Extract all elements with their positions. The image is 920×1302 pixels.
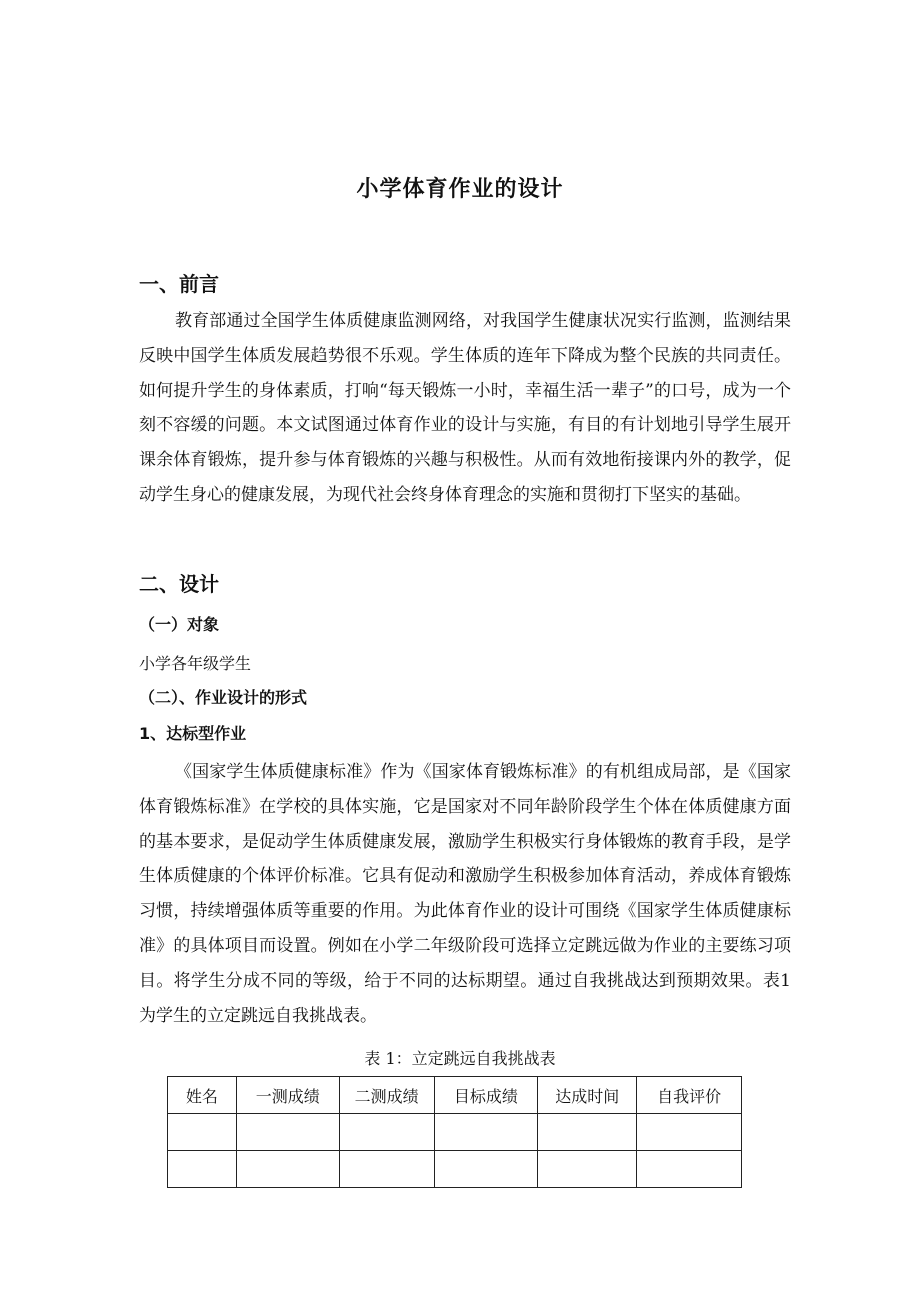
table-cell xyxy=(538,1114,637,1151)
table-cell xyxy=(637,1151,742,1188)
challenge-table xyxy=(167,1076,742,1188)
table-caption: 表 1：立定跳远自我挑战表 xyxy=(364,1049,556,1068)
table-row xyxy=(168,1114,742,1151)
header-second-test: 二测成绩 xyxy=(339,1077,434,1114)
section-heading-preface: 一、前言 xyxy=(139,272,219,296)
table-cell xyxy=(168,1151,237,1188)
subsection-heading-forms: （二）、作业设计的形式 xyxy=(139,688,308,707)
table-cell xyxy=(637,1114,742,1151)
header-self-evaluation: 自我评价 xyxy=(637,1077,742,1114)
standard-paragraph: 《国家学生体质健康标准》作为《国家体育锻炼标准》的有机组成局部，是《国家体育锻炼标准》在学校的具体实施，它是国家对不同年龄阶段学生个体在体质健康方面的基本要求，是促动学生体质健康发展，激励学生积极实行身体锻炼的教育手段，是学生体质健康的个体评价标准。它具有促动和激励学生积极参加体育活动，养成体育锻炼习惯，持续增强体质等重要的作用。为此体育作业的设计可围绕《国家学生体质健康标准》的具体项目而设置。例如在小学二年级阶段可选择立定跳远做为作业的主要练习项目。将学生分成不同的等级，给于不同的达标期望。通过自我挑战达到预期效果。表1为学生的立定跳远自我挑战表。 xyxy=(139,762,791,1026)
subsection-heading-target: （一）对象 xyxy=(139,615,220,634)
table-cell xyxy=(538,1151,637,1188)
table-cell xyxy=(434,1151,538,1188)
target-text: 小学各年级学生 xyxy=(139,654,252,673)
table-row xyxy=(168,1151,742,1188)
page-title: 小学体育作业的设计 xyxy=(356,177,564,202)
header-target-score: 目标成绩 xyxy=(434,1077,538,1114)
header-achieved-time: 达成时间 xyxy=(538,1077,637,1114)
header-name: 姓名 xyxy=(168,1077,237,1114)
table-cell xyxy=(339,1151,434,1188)
table-cell xyxy=(434,1114,538,1151)
table-cell xyxy=(168,1114,237,1151)
table-header-row xyxy=(168,1077,742,1114)
table-cell xyxy=(236,1114,339,1151)
table-cell xyxy=(339,1114,434,1151)
header-first-test: 一测成绩 xyxy=(236,1077,339,1114)
section-heading-design: 二、设计 xyxy=(139,572,219,596)
item-heading-standard: 1、达标型作业 xyxy=(139,724,247,743)
table-cell xyxy=(236,1151,339,1188)
preface-paragraph: 教育部通过全国学生体质健康监测网络，对我国学生健康状况实行监测，监测结果反映中国学生体质发展趋势很不乐观。学生体质的连年下降成为整个民族的共同责任。如何提升学生的身体素质，打响“每天锻炼一小时，幸福生活一辈子”的口号，成为一个刻不容缓的问题。本文试图通过体育作业的设计与实施，有目的有计划地引导学生展开课余体育锻炼，提升参与体育锻炼的兴趣与积极性。从而有效地衔接课内外的教学，促动学生身心的健康发展，为现代社会终身体育理念的实施和贯彻打下坚实的基础。 xyxy=(139,311,791,505)
